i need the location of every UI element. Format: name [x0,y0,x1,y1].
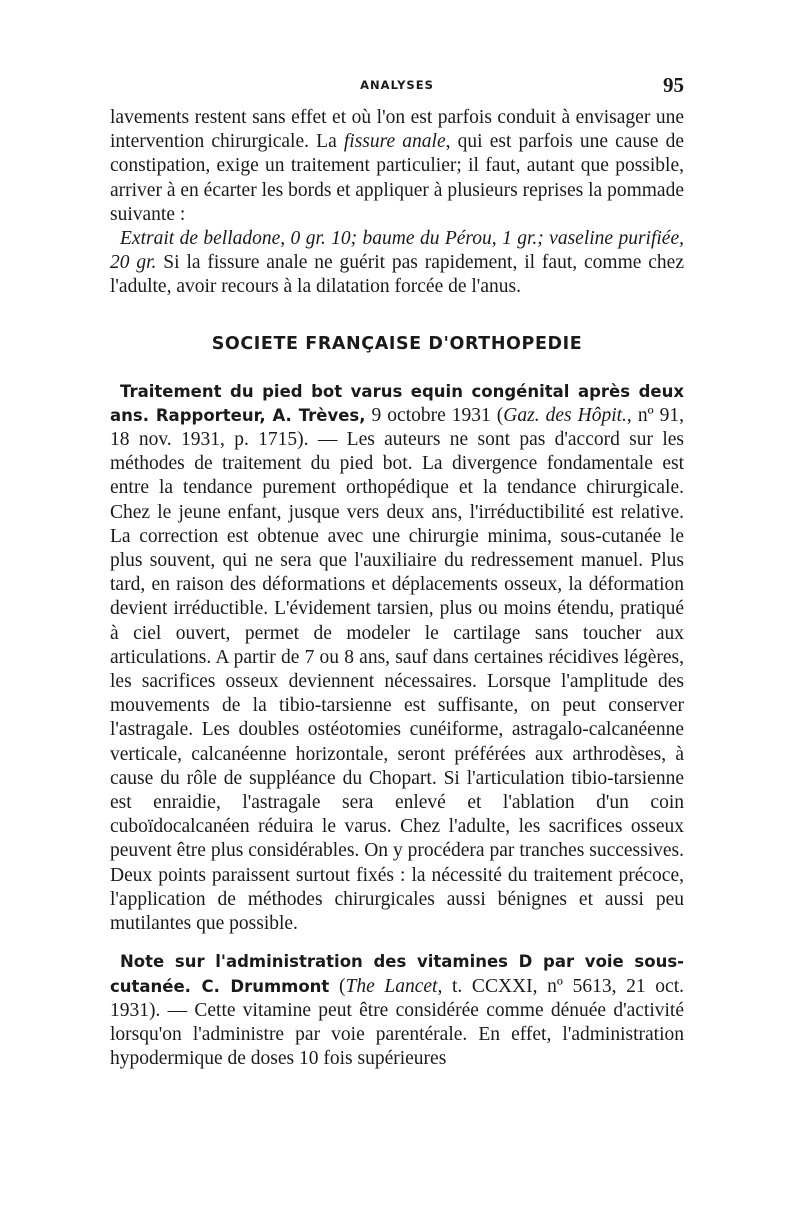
formula-followup: Si la fissure anale ne guérit pas rapidement, il faut, comme chez l'adulte, avoir recours à la dilatation forcée de l'anus. [110,252,684,298]
article-journal: The Lancet [345,975,438,997]
formula-paragraph [110,227,684,300]
intro-text: lavements restent sans effet et où l'on est parfois conduit à envisager une intervention chirurgicale. La [110,107,684,153]
page-number: 95 [663,73,684,97]
article-title: Note sur l'administration des vitamines D par voie sous-cutanée. C. Drummont [110,952,684,996]
article-vitamines [110,950,684,1071]
article-title: Traitement du pied bot varus equin congénital après deux ans. Rapporteur, A. Trèves, [110,381,684,425]
section-heading: SOCIETE FRANÇAISE D'ORTHOPEDIE [211,333,583,354]
article-citation: 9 octobre 1931 ( [365,404,504,426]
article-citation-end: , t. CCXXI, nº 5613, 21 oct. 1931). [110,975,684,1021]
article-paragraph [110,380,684,937]
article-pied-bot [110,380,684,937]
running-header [110,70,684,106]
formula-text: Extrait de belladone, 0 gr. 10; baume du Pérou, 1 gr.; vaseline purifiée, 20 gr. [110,228,684,274]
article-citation-end: , nº 91, 18 nov. 1931, p. 1715). [110,404,684,451]
intro-italic-term: fissure anale [343,131,446,153]
article-body: — Les auteurs ne sont pas d'accord sur les méthodes de traitement du pied bot. La divergence fondamentale est entre la tendance purement orthopédique et la tendance chirurgicale. Chez le jeune enfant, jusque vers deux ans, l'irréductibilité est relative. La correction est obtenue avec une chirurgie minima, sous-cutanée le plus souvent, qui ne sera que l'auxiliaire du redressement manuel. Plus tard, en raison des déformations et déplacements osseux, la déformation devient irréductible. L'évidement tarsien, plus ou moins étendu, pratiqué à ciel ouvert, permet de modeler le cartilage sans toucher aux articulations. A partir de 7 ou 8 ans, sauf dans certaines récidives légères, les sacrifices osseux deviennent nécessaires. Lorsque l'amplitude des mouvements de la tibio-tarsienne est suffisante, on peut conserver l'astragale. Les doubles ostéotomies cunéiforme, astragalo-calcanéenne verticale, calcanéenne horizontale, seront préférées aux arthrodèses, à cause du rôle de suppléance du Chopart. Si l'articulation tibio-tarsienne est enraidie, l'astragale sera enlevé et l'ablation d'un coin cuboïdocalcanéen réduira le varus. Chez l'adulte, les sacrifices osseux peuvent être plus considérables. On y procédera par tranches successives. Deux points paraissent surtout fixés : la nécessité du traitement précoce, l'application de méthodes chirurgicales aussi bénignes et aussi peu mutilantes que possible. [110,429,684,935]
article-journal: Gaz. des Hôpit. [503,404,627,426]
article-paragraph [110,950,684,1071]
page [110,70,684,1071]
running-title: ANALYSES [360,78,434,92]
intro-paragraph [110,106,684,227]
article-body: — Cette vitamine peut être considérée comme dénuée d'activité lorsqu'on l'administre par voie parentérale. En effet, l'administration hypodermique de doses 10 fois supérieures [110,999,684,1070]
intro-text-continued: , qui est parfois une cause de constipation, exige un traitement particulier; il faut, autant que possible, arriver à en écarter les bords et appliquer à plusieurs reprises la pommade suivante : [110,131,684,225]
article-citation: ( [329,975,346,997]
